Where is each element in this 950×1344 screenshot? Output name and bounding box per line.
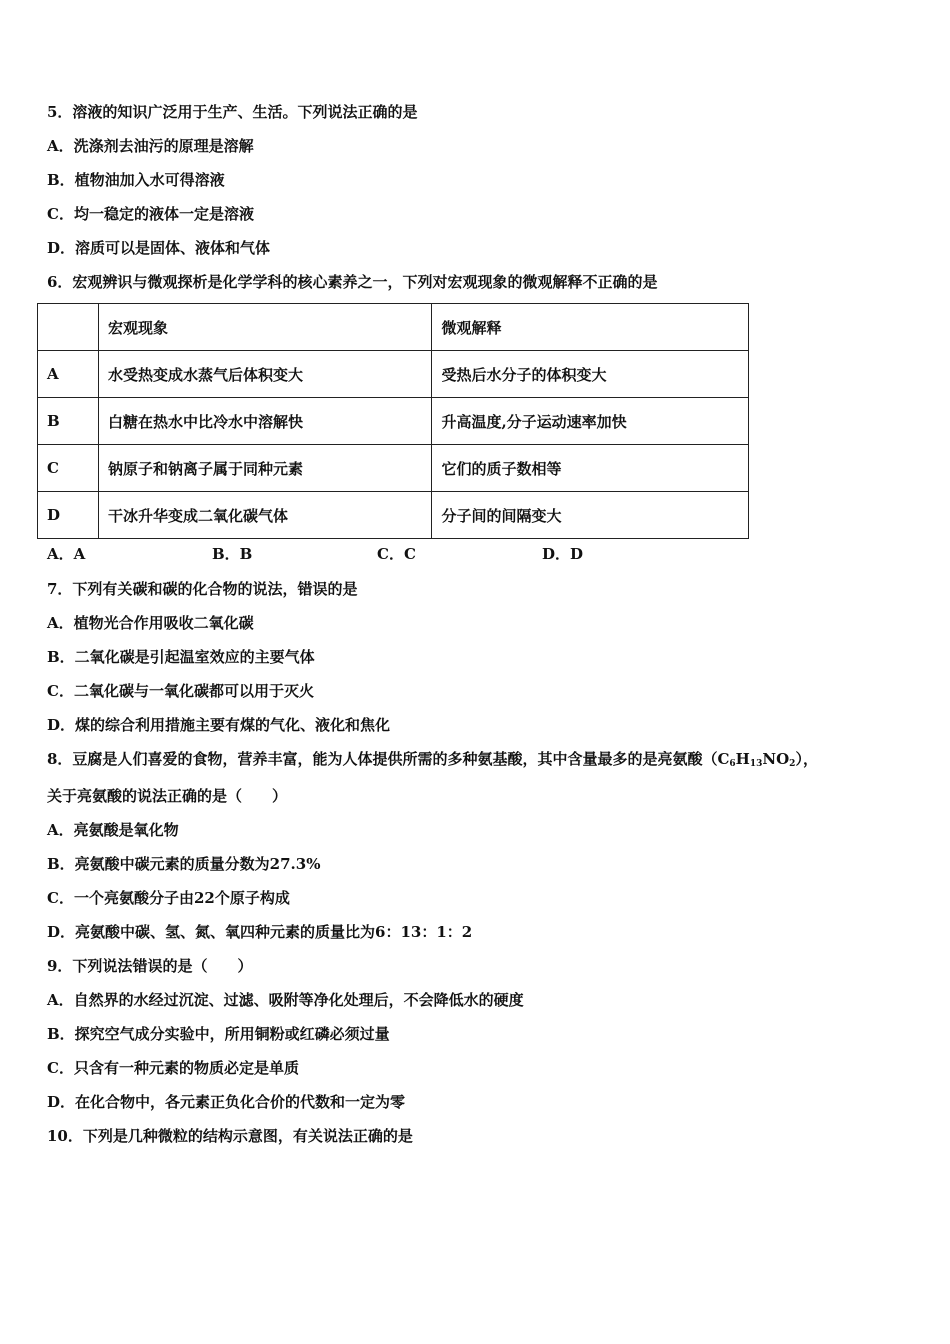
table-cell: D [38,492,99,539]
q8-stem-part2: ）， [795,750,818,768]
table-cell: 干冰升华变成二氧化碳气体 [98,492,432,539]
q5-option-d: D．溶质可以是固体、液体和气体 [47,239,271,257]
table-row [38,492,749,539]
table-row [38,351,749,398]
table-cell: A [38,351,99,398]
table-cell: 分子间的间隔变大 [432,492,749,539]
q6-option-c: C．C [377,545,416,563]
q7-stem: 7．下列有关碳和碳的化合物的说法，错误的是 [47,580,358,598]
q7-option-b: B．二氧化碳是引起温室效应的主要气体 [47,648,315,666]
q10-stem: 10．下列是几种微粒的结构示意图，有关说法正确的是 [47,1127,413,1145]
q6-table [37,303,749,539]
q7-option-d: D．煤的综合利用措施主要有煤的气化、液化和焦化 [47,716,391,734]
q5-option-a: A．洗涤剂去油污的原理是溶解 [47,137,254,155]
q8-stem-line2: 关于亮氨酸的说法正确的是（ ） [47,787,288,805]
table-cell: 白糖在热水中比冷水中溶解快 [98,398,432,445]
formula-no: NO [762,750,790,768]
table-row [38,445,749,492]
q9-option-a: A．自然界的水经过沉淀、过滤、吸附等净化处理后，不会降低水的硬度 [47,991,524,1009]
table-cell: C [38,445,99,492]
q6-options [47,544,747,564]
q8-option-d: D．亮氨酸中碳、氢、氮、氧四种元素的质量比为6：13：1：2 [47,923,473,941]
formula-h: H [735,750,750,768]
q9-stem: 9．下列说法错误的是（ ） [47,957,253,975]
q7-option-a: A．植物光合作用吸收二氧化碳 [47,614,254,632]
q7-option-c: C．二氧化碳与一氧化碳都可以用于灭火 [47,682,314,700]
q5-option-b: B．植物油加入水可得溶液 [47,171,225,189]
table-row [38,398,749,445]
q6-option-a: A．A [47,545,86,563]
formula-no-sub: 2 [789,759,796,769]
table-header-row [38,304,749,351]
table-cell: 升高温度,分子运动速率加快 [432,398,749,445]
table-header-cell: 宏观现象 [98,304,432,351]
q6-stem: 6．宏观辨识与微观探析是化学学科的核心素养之一，下列对宏观现象的微观解释不正确的是 [47,273,658,291]
q9-option-b: B．探究空气成分实验中，所用铜粉或红磷必须过量 [47,1025,390,1043]
q8-option-a: A．亮氨酸是氧化物 [47,821,179,839]
table-cell: 它们的质子数相等 [432,445,749,492]
table-cell: 受热后水分子的体积变大 [432,351,749,398]
q8-option-c: C．一个亮氨酸分子由22个原子构成 [47,889,290,907]
table-header-cell [38,304,99,351]
q9-option-d: D．在化合物中，各元素正负化合价的代数和一定为零 [47,1093,406,1111]
formula-h-sub: 13 [749,759,763,769]
q6-option-d: D．D [542,545,584,563]
q5-stem: 5．溶液的知识广泛用于生产、生活。下列说法正确的是 [47,103,418,121]
q6-option-b: B．B [212,545,253,563]
q8-option-b: B．亮氨酸中碳元素的质量分数为27.3% [47,855,321,873]
q8-stem-part1: 8．豆腐是人们喜爱的食物，营养丰富，能为人体提供所需的多种氨基酸，其中含量最多的是亮氨酸（ [47,750,718,768]
formula-c-sub: 6 [729,759,736,769]
q8-stem [47,749,818,769]
q5-option-c: C．均一稳定的液体一定是溶液 [47,205,254,223]
table-cell: 水受热变成水蒸气后体积变大 [98,351,432,398]
table-cell: B [38,398,99,445]
table-cell: 钠原子和钠离子属于同种元素 [98,445,432,492]
formula-c: C [717,750,730,768]
q9-option-c: C．只含有一种元素的物质必定是单质 [47,1059,299,1077]
table-header-cell: 微观解释 [432,304,749,351]
